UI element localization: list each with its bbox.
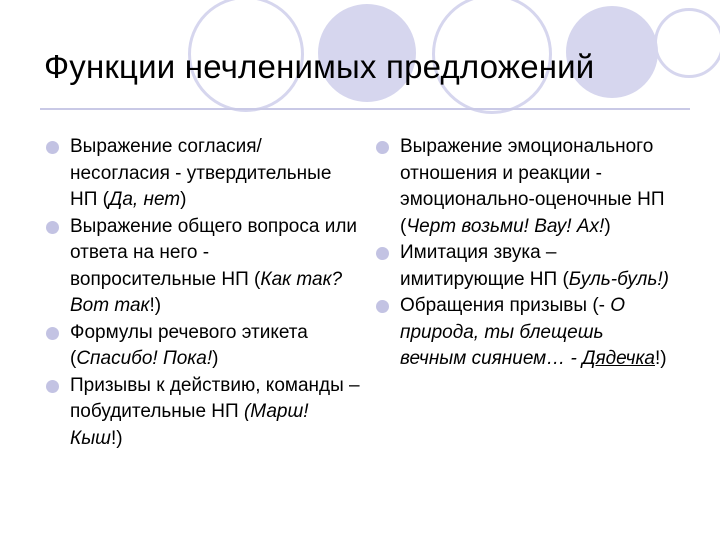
list-item [45,214,360,320]
bullet-icon [46,380,59,393]
item-text: Выражение общего вопроса или ответа на него - вопросительные НП ( [70,215,358,290]
item-example: Да, нет [108,189,181,210]
list-item [45,373,360,453]
list-item [45,134,360,214]
item-text: !) [149,295,162,316]
item-example: Черт возьми! Вау! Ах! [406,215,605,237]
bullet-icon [46,221,59,234]
slide-title: Функции нечленимых предложений [44,48,595,85]
item-text: !) [110,427,123,449]
title-divider [40,108,690,110]
bullet-icon [46,327,59,340]
bullet-icon [46,141,59,154]
right-bullet-list [375,134,675,373]
item-text: Выражение эмоционального отношения и реакции - эмоционально-оценочные НП ( [400,136,665,237]
item-text: Формулы речевого этикета ( [70,321,308,369]
list-item [375,293,675,373]
item-example: Как так? Вот так [70,268,343,316]
left-bullet-list [45,134,360,452]
list-item [375,134,675,240]
item-example: О природа, ты блещешь вечным сиянием… - [400,295,626,369]
item-text: Призывы к действию, команды – побудительные НП [70,374,360,422]
item-example-underlined: Дядечка [582,348,655,369]
item-text: Имитация звука – имитирующие НП ( [400,242,569,290]
list-item [375,240,675,293]
item-example: Спасибо! Пока! [76,348,213,369]
item-text: ) [604,215,611,237]
bullet-icon [376,141,389,154]
item-example: (Марш! Кыш [70,401,309,449]
item-text: Обращения призывы (- [400,295,611,316]
item-text: ) [212,348,219,369]
item-text: Выражение согласия/несогласия - утвердительные НП ( [70,136,332,210]
list-item [45,320,360,373]
item-text: ) [180,189,187,210]
item-text: !) [654,348,667,369]
bullet-icon [376,247,389,260]
bullet-icon [376,300,389,313]
item-example: Буль-буль!) [568,268,669,290]
